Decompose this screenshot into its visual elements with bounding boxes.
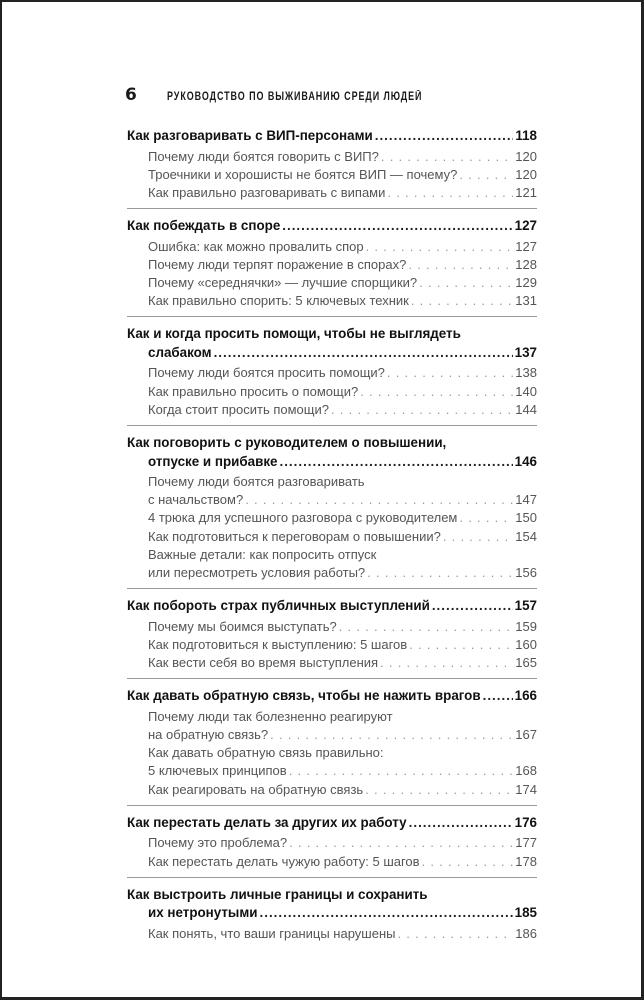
subsection-title: 5 ключевых принципов [148,763,287,779]
subsection-title-line: Важные детали: как попросить отпуск [148,546,377,562]
chapter-title-line: Как и когда просить помощи, чтобы не выглядеть [127,326,461,342]
subsection-title: Как вести себя во время выступления [148,655,379,671]
subsection-title: Почему мы боимся выступать? [148,618,337,634]
dot-leader [408,256,513,274]
page-reference: 131 [515,293,537,309]
subsection-title: Как правильно разговаривать с випами [148,184,386,200]
dot-leader [279,453,512,472]
page-reference: 146 [514,453,537,469]
page-reference: 120 [515,166,537,182]
toc-subsection-entry[interactable] [127,238,537,256]
page-reference: 138 [515,365,537,381]
page-reference: 147 [515,492,537,508]
toc-subsection-entry[interactable] [127,166,537,184]
toc-chapter-entry[interactable] [127,344,537,363]
page-reference: 140 [515,383,537,399]
chapter-title: Как побороть страх публичных выступлений [127,598,430,614]
page-reference: 177 [515,835,537,851]
dot-leader [459,166,513,184]
page-number: 6 [125,85,137,105]
page-reference: 129 [515,275,537,291]
page-reference: 127 [514,218,537,234]
subsection-title: Как правильно спорить: 5 ключевых техник [148,293,409,309]
toc-section [127,805,537,877]
subsection-title: Как правильно просить о помощи? [148,383,359,399]
page-reference: 186 [515,925,537,941]
toc-chapter-entry[interactable] [127,217,537,236]
toc-subsection-entry[interactable] [127,401,537,419]
running-title: РУКОВОДСТВО ПО ВЫЖИВАНИЮ СРЕДИ ЛЮДЕЙ [167,91,423,103]
page-reference: 166 [514,688,537,704]
toc-chapter-entry[interactable] [127,127,537,146]
toc-subsection-entry[interactable] [127,618,537,636]
subsection-title-line: Почему люди так болезненно реагируют [148,708,393,724]
subsection-title: Как подготовиться к переговорам о повышении? [148,528,441,544]
toc-subsection-entry[interactable] [127,292,537,310]
subsection-title: Троечники и хорошисты не боятся ВИП — почему? [148,166,458,182]
chapter-title: Как перестать делать за других их работу [127,814,407,830]
toc-section [127,425,537,588]
subsection-title: 4 трюка для успешного разговора с руководителем [148,510,458,526]
toc-subsection-entry[interactable] [127,726,537,744]
toc-section [127,877,537,949]
subsection-title-line: Почему люди боятся разговаривать [148,474,365,490]
page-reference: 127 [515,238,537,254]
subsection-title: Почему люди терпят поражение в спорах? [148,256,407,272]
dot-leader [282,217,512,236]
page-header [125,85,494,105]
dot-leader [375,127,514,146]
toc-subsection-entry[interactable] [127,853,537,871]
subsection-title: на обратную связь? [148,727,269,743]
page-reference: 159 [515,618,537,634]
toc-subsection-entry[interactable] [127,274,537,292]
subsection-title: Как подготовиться к выступлению: 5 шагов [148,636,408,652]
toc-chapter-entry[interactable] [127,904,537,923]
page-reference: 144 [515,401,537,417]
dot-leader [365,781,513,799]
page-reference: 167 [515,727,537,743]
dot-leader [397,925,513,943]
subsection-title: Почему люди боятся просить помощи? [148,365,385,381]
subsection-title: или пересмотреть условия работы? [148,565,366,581]
dot-leader [409,636,513,654]
page-reference: 168 [515,763,537,779]
subsection-title-line: Как давать обратную связь правильно: [148,745,384,761]
chapter-title: их нетронутыми [148,905,258,921]
toc-chapter-entry[interactable] [127,687,537,706]
dot-leader [289,762,514,780]
page-reference: 120 [515,148,537,164]
page-reference: 174 [515,781,537,797]
toc-section [127,588,537,678]
page-reference: 185 [514,905,537,921]
chapter-title-line: Как выстроить личные границы и сохранить [127,886,428,902]
dot-leader [366,238,514,256]
toc-subsection-entry[interactable] [127,256,537,274]
page-reference: 165 [515,655,537,671]
dot-leader [387,364,513,382]
page-reference: 150 [515,510,537,526]
toc-chapter-entry[interactable] [127,814,537,833]
dot-leader [339,618,514,636]
page-reference: 160 [515,636,537,652]
dot-leader [432,597,513,616]
toc-subsection-entry[interactable] [127,528,537,546]
subsection-title: Как перестать делать чужую работу: 5 шагов [148,853,420,869]
toc-subsection-entry[interactable] [127,383,537,401]
dot-leader [331,401,513,419]
subsection-title: Ошибка: как можно провалить спор [148,238,364,254]
toc-subsection-entry[interactable] [127,925,537,943]
dot-leader [419,274,513,292]
dot-leader [380,654,513,672]
table-of-contents [127,127,537,949]
page-reference: 178 [515,853,537,869]
page-reference: 156 [515,565,537,581]
subsection-title: Как реагировать на обратную связь [148,781,364,797]
toc-subsection-entry[interactable] [127,781,537,799]
subsection-title: Почему «середнячки» — лучшие спорщики? [148,275,418,291]
chapter-title: слабаком [148,344,212,360]
page-reference: 128 [515,256,537,272]
toc-subsection-entry[interactable] [127,491,537,509]
subsection-title: Когда стоит просить помощи? [148,401,329,417]
toc-subsection-entry[interactable] [127,364,537,382]
subsection-title: Почему это проблема? [148,835,288,851]
toc-chapter-entry[interactable] [127,597,537,616]
subsection-title: Как понять, что ваши границы нарушены [148,925,396,941]
toc-subsection-entry[interactable] [127,636,537,654]
dot-leader [422,853,514,871]
dot-leader [260,904,513,923]
page-reference: 121 [515,184,537,200]
toc-section [127,127,537,208]
toc-subsection-entry[interactable] [127,509,537,527]
dot-leader [367,564,513,582]
dot-leader [360,383,513,401]
toc-section [127,678,537,805]
page-reference: 137 [514,344,537,360]
chapter-title: Как разговаривать с ВИП-персонами [127,128,373,143]
toc-subsection-entry[interactable] [127,184,537,202]
subsection-title: Почему люди боятся говорить с ВИП? [148,148,379,164]
chapter-title: Как побеждать в споре [127,218,281,234]
toc-subsection-entry[interactable] [127,564,537,582]
chapter-title-line: Как поговорить с руководителем о повышении, [127,435,447,451]
toc-chapter-entry[interactable] [127,453,537,472]
dot-leader [409,814,513,833]
page-reference: 176 [514,814,537,830]
dot-leader [381,148,513,166]
chapter-title: отпуске и прибавке [148,453,278,469]
toc-subsection-entry[interactable] [127,148,537,166]
page-reference: 154 [515,528,537,544]
dot-leader [387,184,513,202]
dot-leader [411,292,513,310]
toc-subsection-entry[interactable] [127,834,537,852]
dot-leader [289,834,513,852]
dot-leader [214,344,513,363]
dot-leader [245,491,513,509]
toc-subsection-entry[interactable] [127,762,537,780]
page-reference: 157 [514,598,537,614]
page-reference: 118 [515,128,537,143]
dot-leader [483,687,513,706]
toc-section [127,208,537,316]
dot-leader [270,726,513,744]
dot-leader [459,509,513,527]
toc-section [127,316,537,425]
dot-leader [443,528,513,546]
chapter-title: Как давать обратную связь, чтобы не нажить врагов [127,688,481,704]
subsection-title: с начальством? [148,492,244,508]
toc-subsection-entry[interactable] [127,654,537,672]
